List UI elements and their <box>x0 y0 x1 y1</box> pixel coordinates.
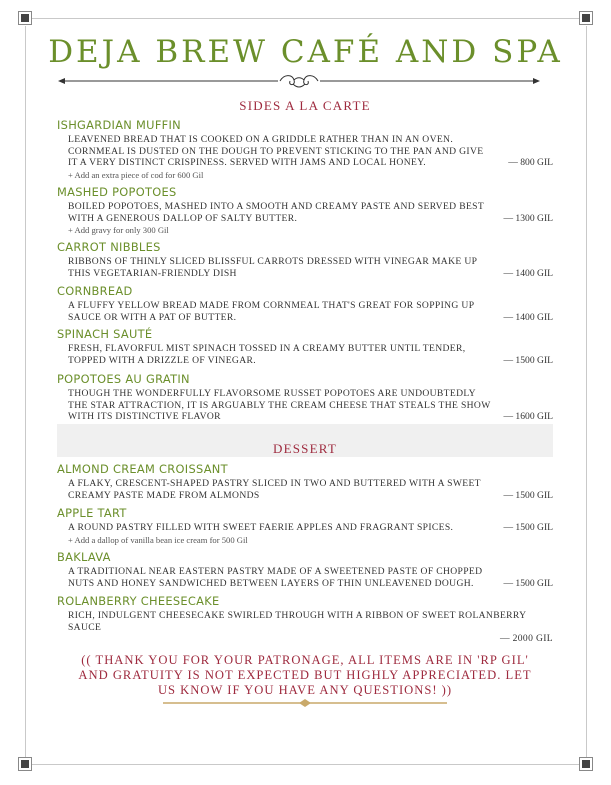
menu-item-price: — 1400 GIL <box>503 311 553 323</box>
menu-item-description: A FLUFFY YELLOW BREAD MADE FROM CORNMEAL THAT'S GREAT FOR SOPPING UP SAUCE OR WITH A PAT OF BUTTER. <box>68 300 475 323</box>
menu-item-description: A ROUND PASTRY FILLED WITH SWEET FAERIE APPLES AND FRAGRANT SPICES. <box>68 522 454 533</box>
menu-item-description: LEAVENED BREAD THAT IS COOKED ON A GRIDDLE RATHER THAN IN AN OVEN. CORNMEAL IS DUSTED ON THE DOUGH TO PREVENT STICKING TO THE PAN AND GIVE IT A VERY DISTINCT CRISPINESS. SERVED WITH JAMS AND LOCAL HONEY. <box>68 134 484 169</box>
corner-top-left-marker <box>21 14 29 22</box>
menu-item-description: FRESH, FLAVORFUL MIST SPINACH TOSSED IN A CREAMY BUTTER UNTIL TENDER, TOPPED WITH A DRIZZLE OF VINEGAR. <box>68 343 466 366</box>
menu-item-description: BOILED POPOTOES, MASHED INTO A SMOOTH AND CREAMY PASTE AND SERVED BEST WITH A GENEROUS DALLOP OF SALTY BUTTER. <box>68 201 484 224</box>
menu-item-addon-note: + Add a dallop of vanilla bean ice cream for 500 Gil <box>68 534 248 545</box>
menu-item-name: BAKLAVA <box>57 550 111 564</box>
frame-top-line <box>26 18 586 19</box>
menu-item-price: — 1500 GIL <box>503 354 553 366</box>
frame-left-line <box>25 26 26 758</box>
corner-bottom-left-marker <box>21 760 29 768</box>
menu-item-carrot-nibbles <box>57 240 553 279</box>
menu-item-price: — 1500 GIL <box>503 489 553 501</box>
menu-item-name: ALMOND CREAM CROISSANT <box>57 462 228 476</box>
menu-item-price: — 1500 GIL <box>503 522 553 533</box>
menu-item-name: ISHGARDIAN MUFFIN <box>57 118 182 132</box>
thank-you-note: (( THANK YOU FOR YOUR PATRONAGE, ALL ITEMS ARE IN 'RP GIL' AND GRATUITY IS NOT EXPECTED BUT HIGHLY APPRECIATED. LET US KNOW IF YOU HAVE ANY QUESTIONS! )) <box>78 653 532 697</box>
cafe-title: DEJA BREW CAFÉ AND SPA <box>48 34 563 70</box>
menu-item-price: — 2000 GIL <box>499 633 553 645</box>
footer-gold-ornament <box>163 698 447 708</box>
menu-item-price: — 1600 GIL <box>503 411 553 423</box>
menu-item-name: SPINACH SAUTÉ <box>57 327 153 341</box>
menu-item-addon-note: + Add an extra piece of cod for 600 Gil <box>68 169 204 180</box>
menu-item-description: A TRADITIONAL NEAR EASTERN PASTRY MADE OF A SWEETENED PASTE OF CHOPPED NUTS AND HONEY SANDWICHED BETWEEN LAYERS OF THIN UNLEAVENED DOUGH. <box>68 566 483 589</box>
menu-item-apple-tart <box>57 506 553 546</box>
menu-item-description: RIBBONS OF THINLY SLICED BLISSFUL CARROTS DRESSED WITH VINEGAR MAKE UP THIS VEGETARIAN-FRIENDLY DISH <box>68 256 477 279</box>
menu-item-price: — 1300 GIL <box>503 212 553 224</box>
menu-item-description: A FLAKY, CRESCENT-SHAPED PASTRY SLICED IN TWO AND BUTTERED WITH A SWEET CREAMY PASTE MADE FROM ALMONDS <box>68 478 481 501</box>
menu-item-addon-note: + Add gravy for only 300 Gil <box>68 225 169 236</box>
corner-bottom-right-marker <box>582 760 590 768</box>
menu-item-description: THOUGH THE WONDERFULLY FLAVORSOME RUSSET POPOTOES ARE UNDOUBTEDLY THE STAR ATTRACTION, IT IS ARGUABLY THE CREAM CHEESE THAT STEALS THE SHOW WITH ITS DISTINCTIVE FLAVOR <box>68 388 491 423</box>
menu-item-name: APPLE TART <box>57 506 127 520</box>
menu-item-spinach-saute <box>57 327 553 366</box>
section-title-dessert: DESSERT <box>273 441 337 456</box>
menu-item-ishgardian-muffin <box>57 118 553 181</box>
menu-item-name: CORNBREAD <box>57 284 133 298</box>
menu-item-price: — 1500 GIL <box>503 577 553 589</box>
menu-item-description: RICH, INDULGENT CHEESECAKE SWIRLED THROUGH WITH A RIBBON OF SWEET ROLANBERRY SAUCE <box>68 610 527 633</box>
section-title-sides: SIDES A LA CARTE <box>239 98 371 113</box>
menu-item-name: MASHED POPOTOES <box>57 185 177 199</box>
frame-right-line <box>586 26 587 758</box>
title-divider-ornament <box>58 72 540 92</box>
menu-item-name: CARROT NIBBLES <box>57 240 161 254</box>
menu-item-cornbread <box>57 284 553 323</box>
menu-item-baklava <box>57 550 553 589</box>
menu-item-name: ROLANBERRY CHEESECAKE <box>57 594 220 608</box>
menu-item-popotoes-au-gratin <box>57 372 553 423</box>
menu-item-mashed-popotoes <box>57 185 553 236</box>
frame-bottom-line <box>26 764 586 765</box>
menu-item-almond-cream-croissant <box>57 462 553 501</box>
corner-top-right-marker <box>582 14 590 22</box>
menu-item-name: POPOTOES AU GRATIN <box>57 372 190 386</box>
menu-item-price: — 1400 GIL <box>503 267 553 279</box>
menu-item-price: — 800 GIL <box>508 157 553 169</box>
menu-item-rolanberry-cheesecake <box>57 594 553 645</box>
